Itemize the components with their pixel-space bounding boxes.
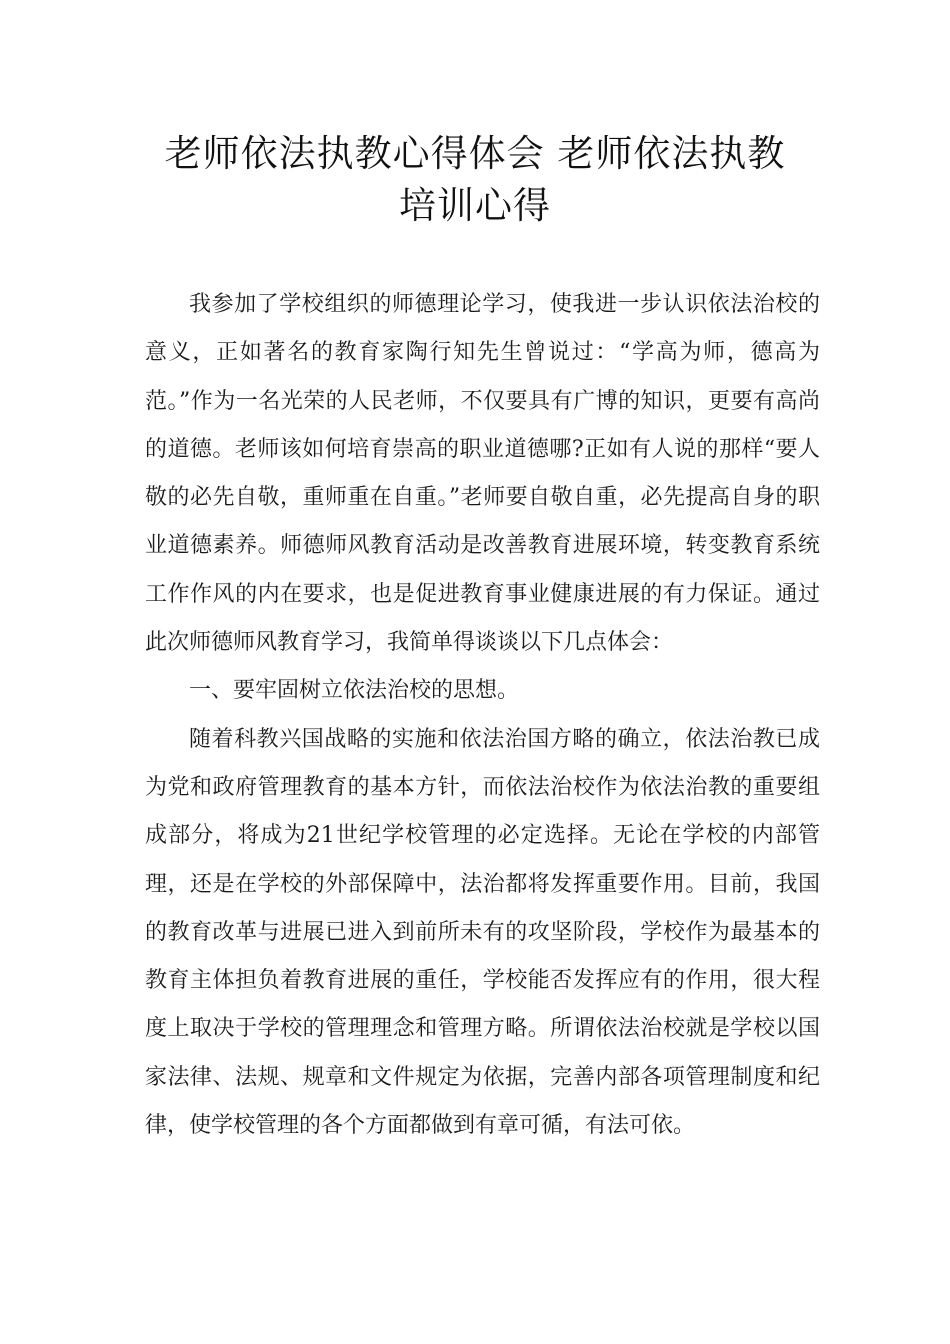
- title-line-2: 培训心得: [399, 184, 551, 227]
- section-heading-1: 一、要牢固树立依法治校的思想。: [189, 678, 520, 704]
- title-line-1: 老师依法执教心得体会 老师依法执教: [164, 132, 786, 175]
- paragraph-rule-of-law: 随着科教兴国战略的实施和依法治国方略的确立，依法治教已成为党和政府管理教育的基本方针，而依法治校作为依法治教的重要组成部分，将成为21世纪学校管理的必定选择。无论在学校的内部管理，还是在学校的外部保障中，法治都将发挥重要作用。目前，我国的教育改革与进展已进入到前所未有的攻坚阶段，学校作为最基本的教育主体担负着教育进展的重任，学校能否发挥应有的作用，很大程度上取决于学校的管理理念和管理方略。所谓依法治校就是学校以国家法律、法规、规章和文件规定为依据，完善内部各项管理制度和纪律，使学校管理的各个方面都做到有章可循，有法可依。: [145, 726, 820, 1139]
- page-title: [150, 128, 800, 232]
- paragraph-intro: 我参加了学校组织的师德理论学习，使我进一步认识依法治校的意义，正如著名的教育家陶行知先生曾说过：“学高为师，德高为范。”作为一名光荣的人民老师，不仅要具有广博的知识，更要有高尚的道德。老师该如何培育崇高的职业道德哪?正如有人说的那样“要人敬的必先自敬，重师重在自重。”老师要自敬自重，必先提高自身的职业道德素养。师德师风教育活动是改善教育进展环境，转变教育系统工作作风的内在要求，也是促进教育事业健康进展的有力保证。通过此次师德师风教育学习，我简单得谈谈以下几点体会：: [145, 292, 820, 656]
- document-body: [145, 281, 820, 1150]
